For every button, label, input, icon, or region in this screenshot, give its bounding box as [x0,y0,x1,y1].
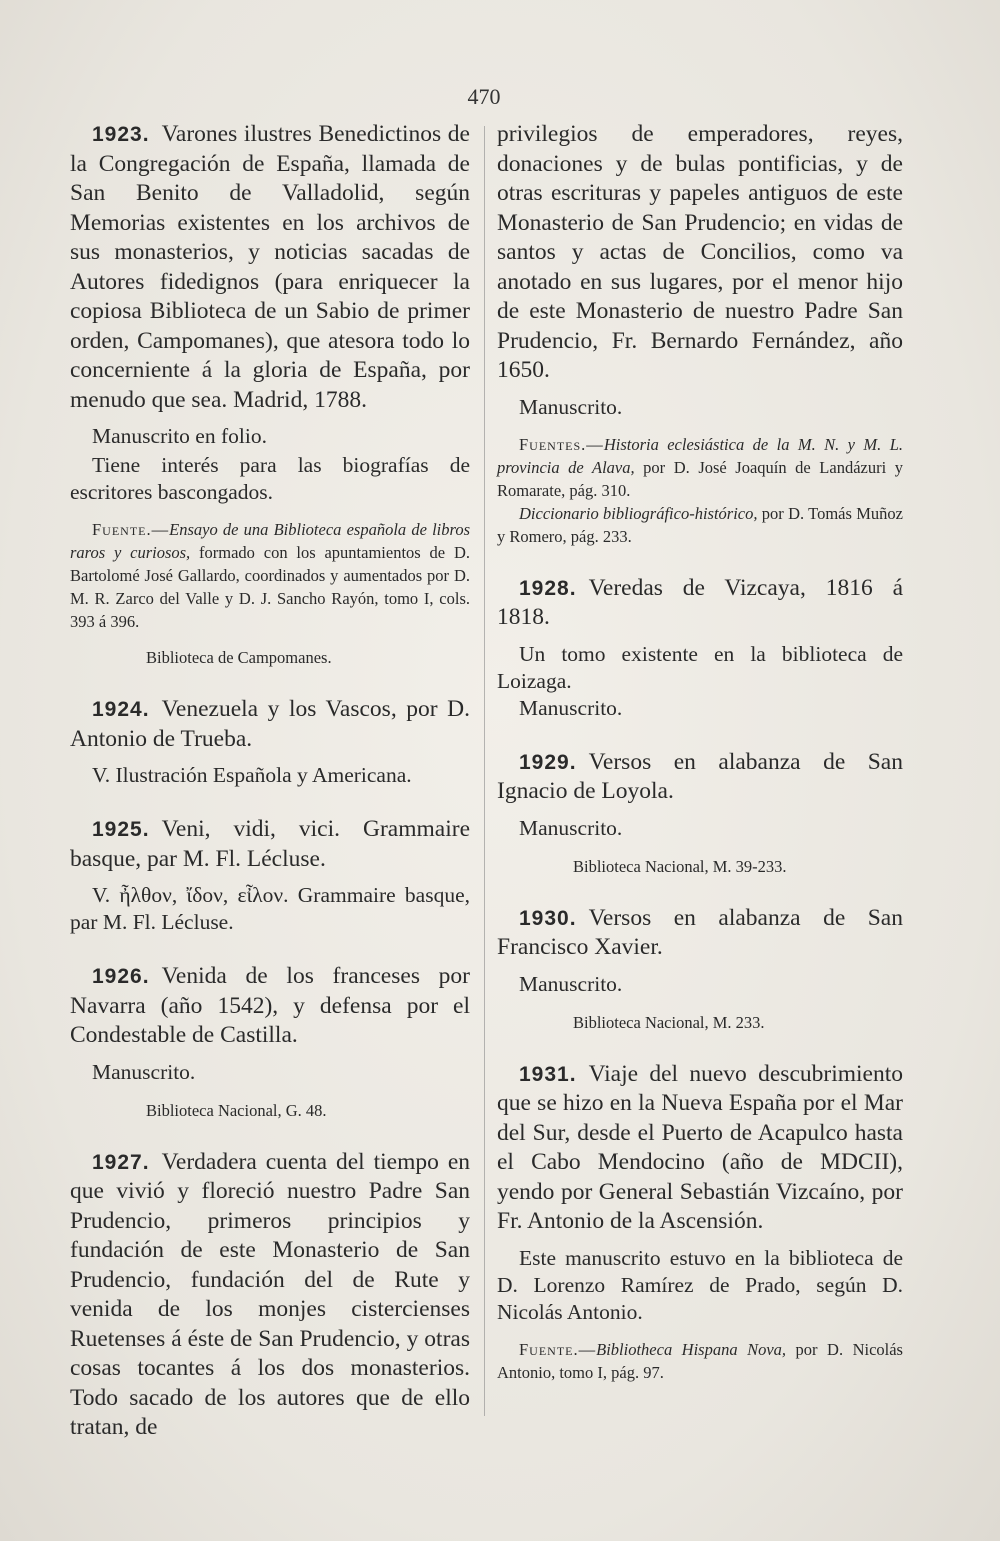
entry-text [497,1060,903,1237]
entry-note: Manuscrito. [519,394,623,419]
entry-title: Venezuela y los Vascos, por D. Antonio de Trueba. [70,696,470,752]
entry-number: 1928. [519,576,577,600]
entry-source [497,1338,903,1384]
entry-location: Biblioteca Nacional, G. 48. [146,1100,327,1120]
entry-title: Versos en alabanza de San Ignacio de Loyola. [497,748,903,804]
entry-number: 1925. [92,818,150,841]
entry-1927 [70,1148,470,1443]
entry-text [70,962,470,1051]
entry-note: Un tomo existente en la biblioteca de Loizaga. [497,641,903,693]
entry-1925 [70,815,470,936]
entry-source [70,518,470,633]
source-details: por D. José Joaquín de Landázuri y Romarate, pág. 310. [497,457,903,500]
entry-text [497,748,903,807]
entry-title: Venida de los franceses por Navarra (año 1542), y defensa por el Condestable de Castilla. [70,963,470,1048]
entry-title: Viaje del nuevo descubrimiento que se hizo en la Nueva España por el Mar del Sur, desde el Puerto de Acapulco hasta el Cabo Mendocino (año de MDCII), yendo por General Sebastián Vizcaíno, por Fr. Antonio de la Ascensión. [497,1060,903,1234]
entry-note: Manuscrito. [519,695,623,720]
entry-1928 [497,574,903,722]
entry-number: 1926. [92,965,150,988]
source-label: Fuentes.— [519,434,604,454]
source-details: formado con los apuntamientos de D. Bartolomé José Gallardo, coordinados y aumentados por D. M. R. Zarco del Valle y D. J. Sancho Rayón, tomo I, cols. 393 á 396. [70,543,470,631]
entry-title: Veredas de Vizcaya, 1816 á 1818. [497,574,903,630]
entry-1923 [70,120,470,669]
entry-1924 [70,695,470,789]
entry-text [70,120,470,415]
entry-number: 1931. [519,1062,577,1086]
entry-note: Este manuscrito estuvo en la biblioteca de D. Lorenzo Ramírez de Prado, según D. Nicolás Antonio. [497,1245,903,1324]
entry-1931 [497,1060,903,1384]
page-number: 470 [467,84,501,109]
entry-text [497,574,903,633]
entry-1930 [497,904,903,1034]
entry-title: Veni, vidi, vici. Grammaire basque, par M. Fl. Lécluse. [70,816,470,872]
entry-text [70,815,470,874]
entry-title: Verdadera cuenta del tiempo en que vivió y floreció nuestro Padre San Prudencio, primeros principios y fundación de este Monasterio de San Prudencio, fundación del de Rute y venida de los monjes cistercienses Ruetenses á éste de San Prudencio, y otras cosas tocantes á los dos monasterios. Todo sacado de los autores que de ello tratan, de [70,1148,470,1440]
entry-note: Tiene interés para las biografías de escritores bascongados. [70,453,470,504]
source-label: Fuente.— [92,520,170,539]
entry-1929 [497,748,903,878]
entry-location: Biblioteca de Campomanes. [146,648,332,667]
entry-location: Biblioteca Nacional, M. 39-233. [573,856,787,876]
right-column [497,120,903,1410]
source-title: Ensayo de una Biblioteca española de libros raros y curiosos, [70,520,470,562]
source-title: Bibliotheca Hispana Nova, [596,1339,787,1359]
entry-title: Varones ilustres Benedictinos de la Congregación de España, llamada de San Benito de Valladolid, según Memorias existentes en los archivos de sus monasterios, y noticias sacadas de Autores fidedignos (para enriquecer la copiosa Biblioteca de un Sabio de primer orden, Campomanes), que atesora todo lo concerniente á la gloria de España, por menudo que sea. Madrid, 1788. [70,121,470,413]
entry-source [497,433,903,502]
entry-number: 1929. [519,750,577,774]
entry-note: Manuscrito. [519,971,623,996]
entry-number: 1927. [92,1150,150,1174]
entry-text: privilegios de emperadores, reyes, donaciones y de bulas pontificias, y de otras escrituras y papeles antiguos de este Monasterio de San Prudencio; en vidas de santos y actas de Concilios, como va anotado en sus lugares, por el menor hijo de este Monasterio de nuestro Padre San Prudencio, Fr. Bernardo Fernández, año 1650. [497,121,903,383]
source-title: Diccionario bibliográfico-histórico, [519,503,758,523]
entry-note: V. ἦλθον, ἴδον, εἶλον. Grammaire basque, par M. Fl. Lécluse. [70,883,470,934]
entry-note: Manuscrito en folio. [92,424,267,448]
left-column [70,120,470,1469]
entry-note: V. Ilustración Española y Americana. [92,763,412,787]
entry-number: 1924. [92,698,150,721]
entry-1927-continued [497,120,903,548]
entry-text [70,1148,470,1443]
entry-text [70,695,470,754]
entry-note: Manuscrito. [519,815,623,840]
source-details: por D. Tomás Muñoz y Romero, pág. 233. [497,503,903,546]
entry-source [497,502,903,548]
source-label: Fuente.— [519,1339,597,1359]
entry-title: Versos en alabanza de San Francisco Xavier. [497,904,903,960]
entry-1926 [70,962,470,1122]
entry-number: 1930. [519,906,577,930]
entry-number: 1923. [92,123,150,146]
entry-text [497,904,903,963]
entry-location: Biblioteca Nacional, M. 233. [573,1012,765,1032]
source-title: Historia eclesiástica de la M. N. y M. L. provincia de Alava, [497,434,903,477]
source-details: por D. Nicolás Antonio, tomo I, pág. 97. [497,1339,903,1382]
column-divider [484,126,485,1416]
entry-note: Manuscrito. [92,1059,196,1084]
